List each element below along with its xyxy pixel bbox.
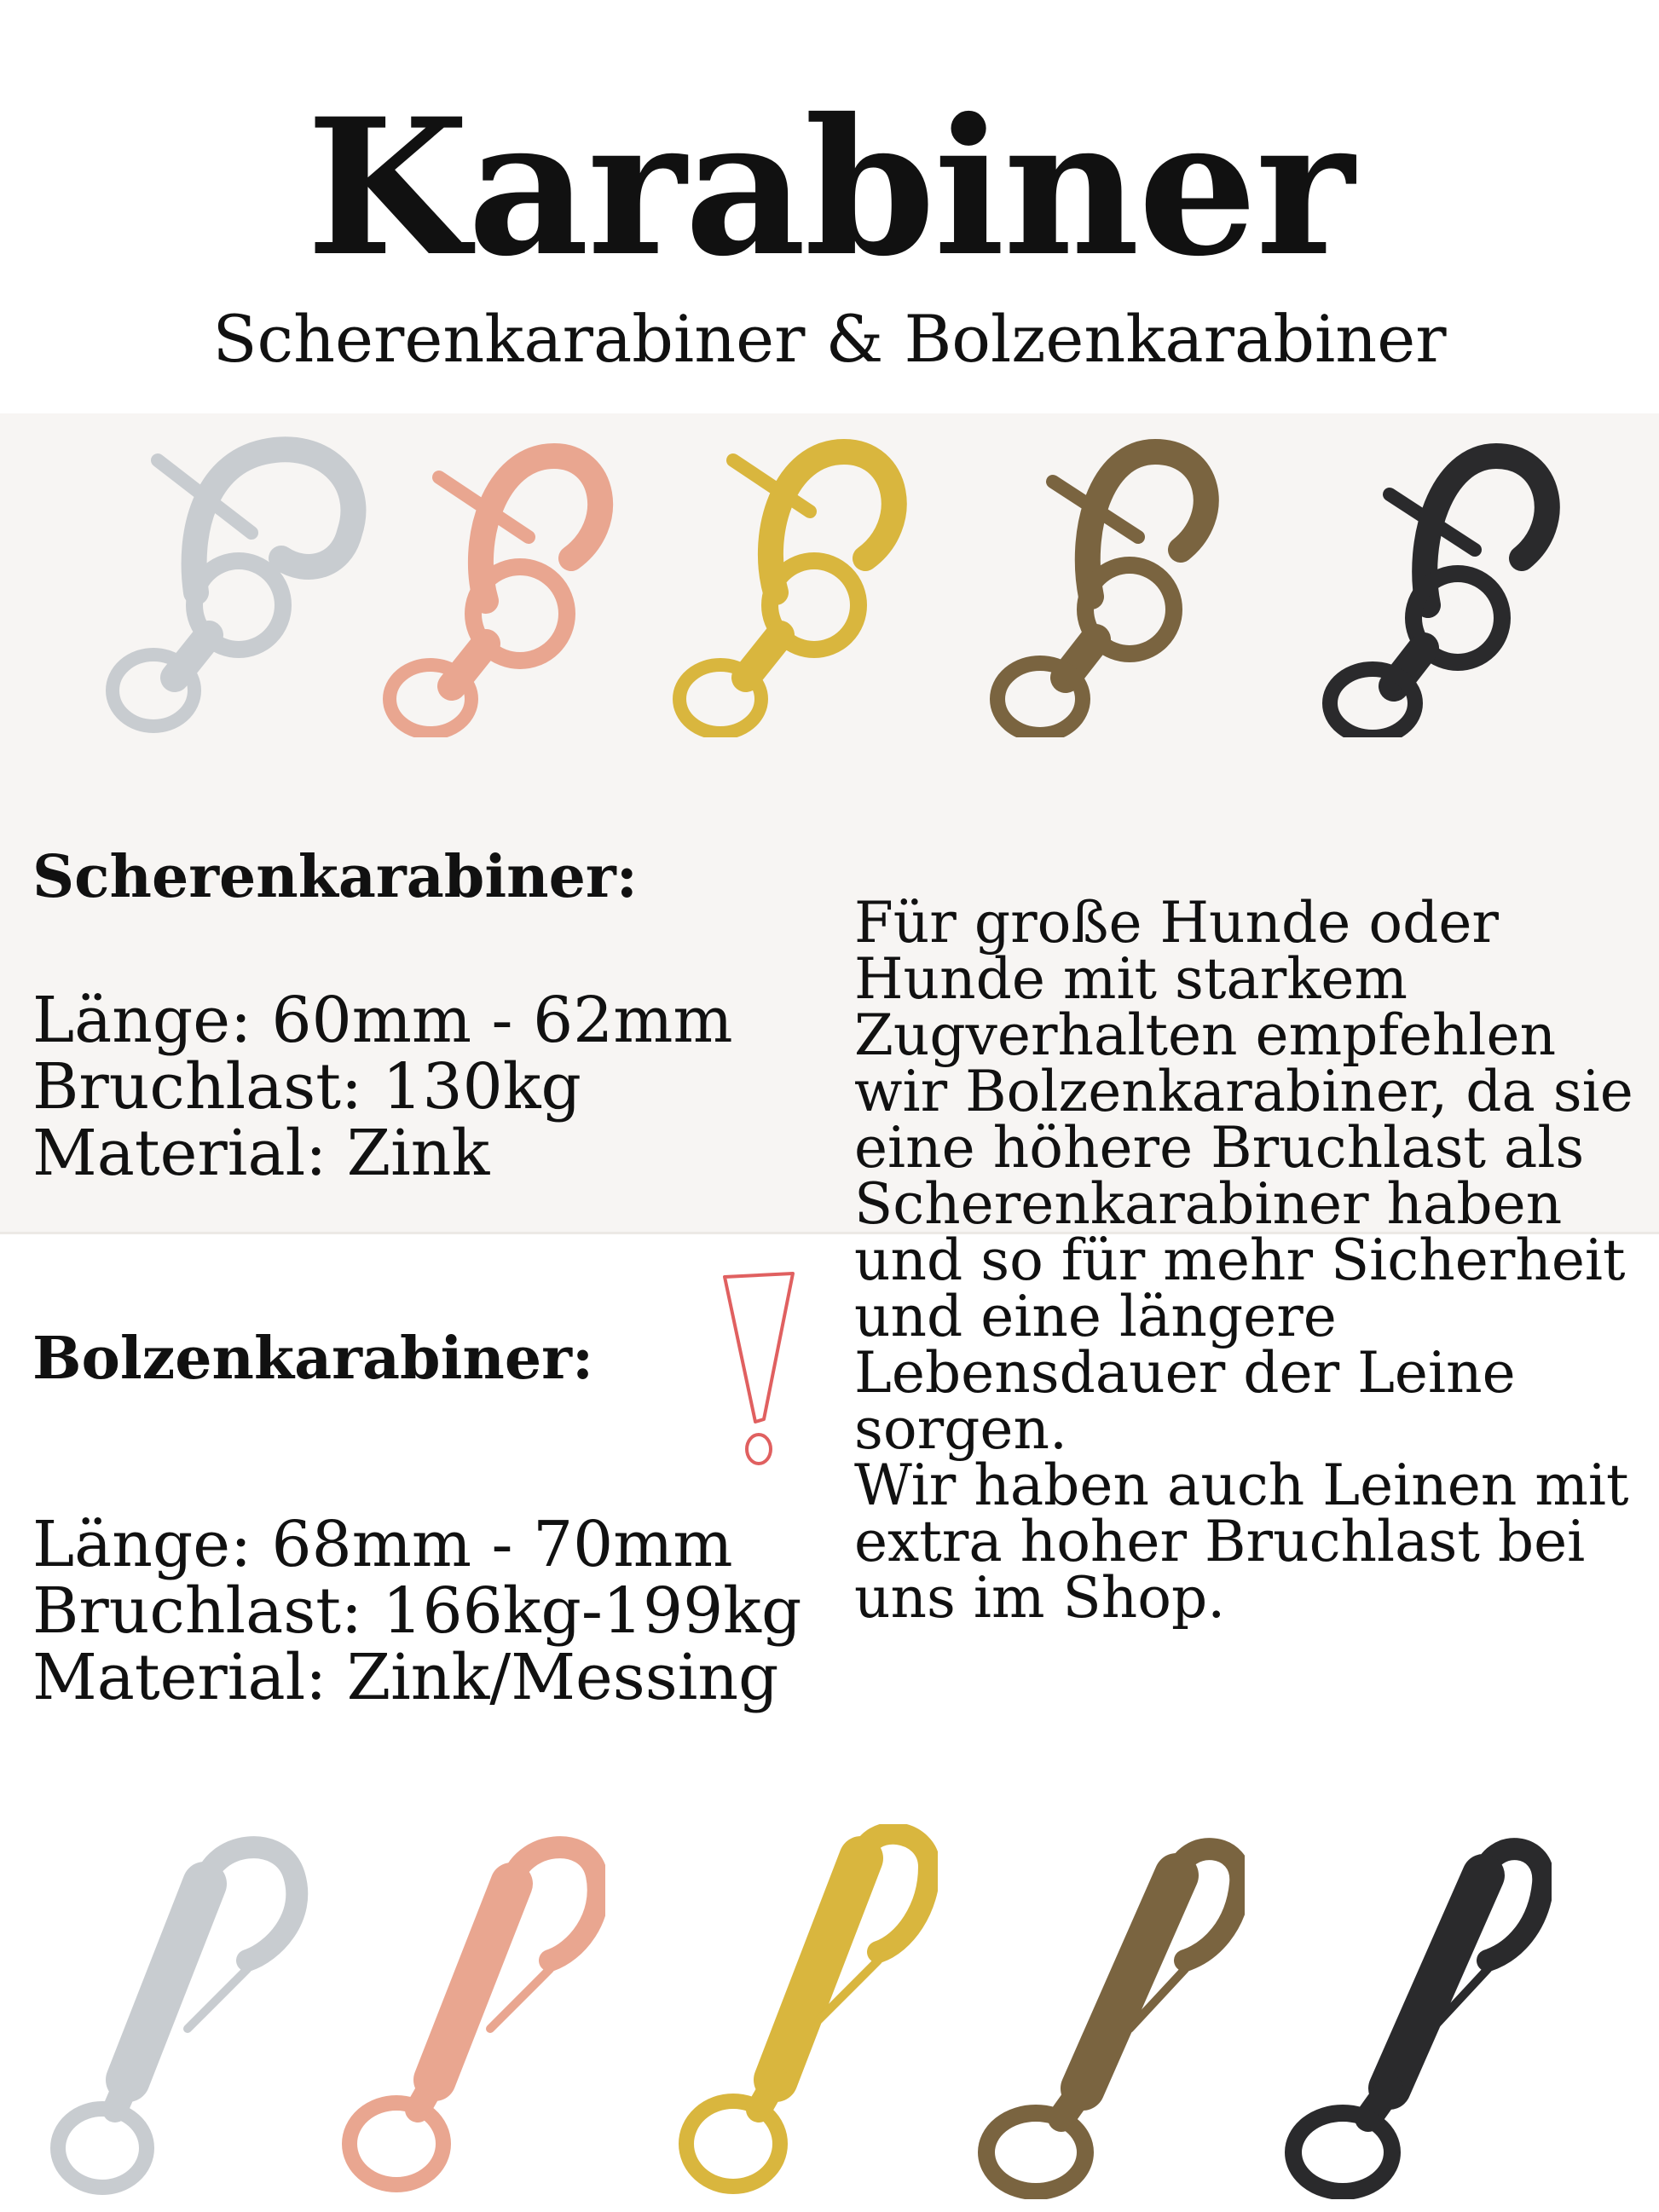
info-line: wir Bolzenkarabiner, da sie: [854, 1059, 1633, 1124]
trigger-hook-gold: [622, 430, 912, 737]
info-line: extra hoher Bruchlast bei: [854, 1509, 1586, 1574]
bolzenkarabiner-material: Material: Zink/Messing: [32, 1641, 779, 1714]
bolt-hook-black: [1262, 1824, 1552, 2199]
info-line: und so für mehr Sicherheit: [854, 1227, 1626, 1293]
info-line: Scherenkarabiner haben: [854, 1171, 1563, 1237]
recommendation-text: [854, 890, 1656, 1631]
scherenkarabiner-heading: Scherenkarabiner:: [32, 843, 638, 911]
bolt-hook-silver: [34, 1824, 324, 2199]
bolzenkarabiner-load: Bruchlast: 166kg-199kg: [32, 1574, 802, 1648]
trigger-hook-black: [1279, 430, 1569, 737]
bolzenkarabiner-length: Länge: 68mm - 70mm: [32, 1508, 733, 1581]
scherenkarabiner-material: Material: Zink: [32, 1117, 490, 1190]
exclamation-icon: [714, 1270, 800, 1475]
bolt-hook-rose-gold: [315, 1824, 605, 2199]
trigger-hook-antique-brass: [938, 430, 1228, 737]
info-line: Lebensdauer der Leine: [854, 1340, 1516, 1406]
info-line: uns im Shop.: [854, 1565, 1226, 1631]
scherenkarabiner-images: [0, 430, 1659, 737]
info-line: eine höhere Bruchlast als: [854, 1115, 1585, 1181]
scherenkarabiner-length: Länge: 60mm - 62mm: [32, 984, 733, 1057]
bolt-hook-gold: [648, 1824, 938, 2199]
page-title: Karabiner: [306, 77, 1353, 297]
bolzenkarabiner-images: [0, 1824, 1659, 2199]
info-line: Zugverhalten empfehlen: [854, 1002, 1557, 1068]
page-subtitle: Scherenkarabiner & Bolzenkarabiner: [212, 301, 1447, 377]
info-line: Hunde mit starkem: [854, 946, 1408, 1012]
scherenkarabiner-load: Bruchlast: 130kg: [32, 1050, 581, 1123]
trigger-hook-rose-gold: [324, 430, 614, 737]
info-line: und eine längere: [854, 1284, 1337, 1349]
info-line: sorgen.: [854, 1396, 1067, 1462]
bolzenkarabiner-heading: Bolzenkarabiner:: [32, 1325, 594, 1393]
info-line: Wir haben auch Leinen mit: [854, 1453, 1629, 1518]
bolt-hook-antique-brass: [955, 1824, 1245, 2199]
info-line: Für große Hunde oder: [854, 890, 1499, 956]
